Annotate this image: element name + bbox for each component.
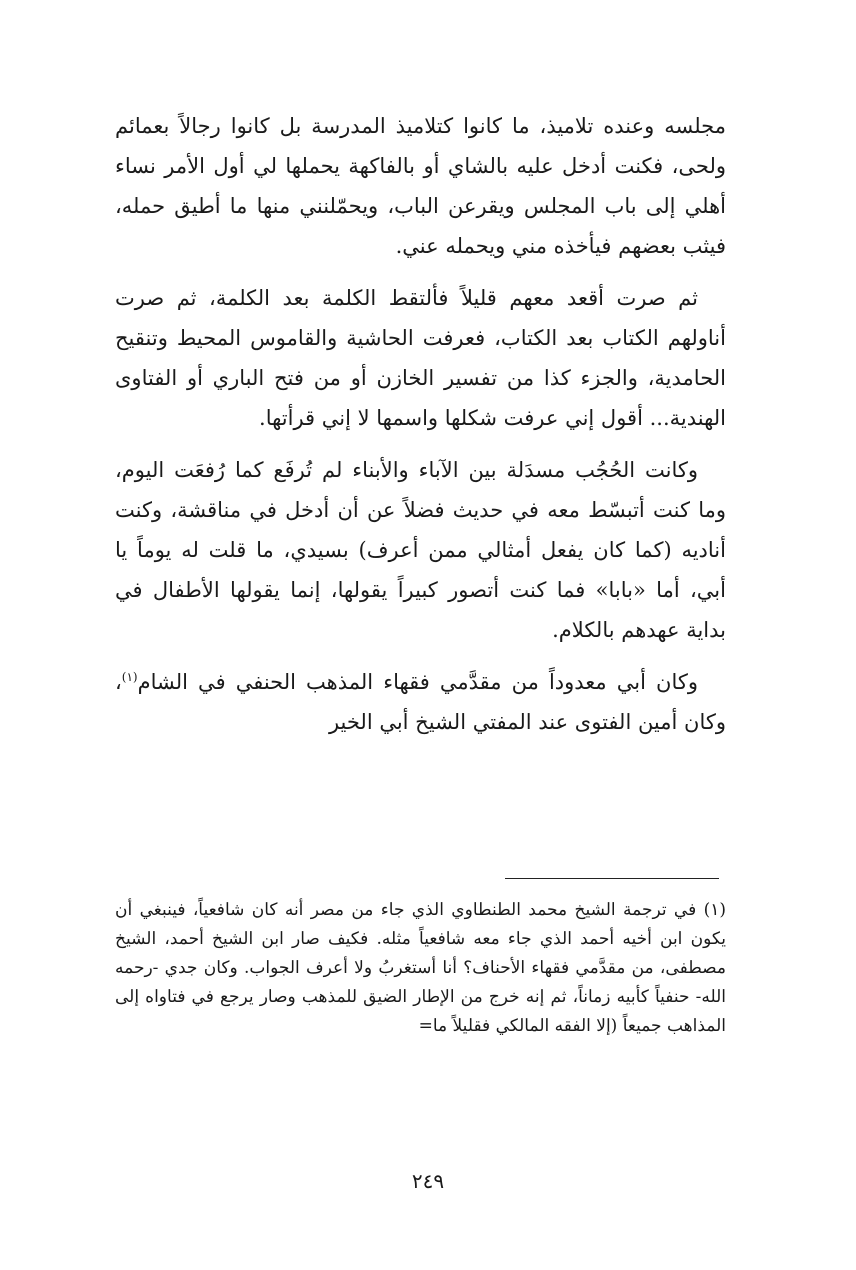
footnote-reference[interactable]: (١) — [121, 670, 138, 684]
paragraph-4-text-before: وكان أبي معدوداً من مقدَّمي فقهاء المذهب الحنفي في الشام — [137, 670, 698, 694]
paragraph-3: وكانت الحُجُب مسدَلة بين الآباء والأبناء لم تُرفَع كما رُفعَت اليوم، وما كنت أتبسّط معه في حديث فضلاً عن أن أدخل في مناقشة، وكنت أناديه (كما كان يفعل أمثالي ممن أعرف) بسيدي، ما قلت له يوماً يا أبي، أما «بابا» فما كنت أتصور كبيراً يقولها، إنما يقولها الأطفال في بداية عهدهم بالكلام. — [115, 458, 726, 642]
paragraph-4 — [115, 662, 726, 742]
main-text — [115, 106, 726, 742]
footnote-1: (١) في ترجمة الشيخ محمد الطنطاوي الذي جاء من مصر أنه كان شافعياً، فينبغي أن يكون ابن أخيه أحمد الذي جاء معه شافعياً مثله. فكيف صار ابن الشيخ أحمد، الشيخ مصطفى، من مقدَّمي فقهاء الأحناف؟ أنا أستغربُ ولا أعرف الجواب. وكان جدي -رحمه الله- حنفياً كأبيه زماناً، ثم إنه خرج من الإطار الضيق للمذهب وصار يرجع في فتاواه إلى المذاهب جميعاً (إلا الفقه المالكي فقليلاً ما= — [115, 900, 726, 1036]
page-number: ٢٤٩ — [411, 1169, 445, 1193]
footnote-separator — [505, 878, 719, 879]
footnotes-section — [115, 896, 726, 1041]
paragraph-1: مجلسه وعنده تلاميذ، ما كانوا كتلاميذ المدرسة بل كانوا رجالاً بعمائم ولحى، فكنت أدخل عليه بالشاي أو بالفاكهة يحملها لي أول الأمر نساء أهلي إلى باب المجلس ويقرعن الباب، ويحمّلنني منها ما أطيق حمله، فيثب بعضهم فيأخذه مني ويحمله عني. — [115, 114, 726, 258]
paragraph-2: ثم صرت أقعد معهم قليلاً فألتقط الكلمة بعد الكلمة، ثم صرت أناولهم الكتاب بعد الكتاب، فعرفت الحاشية والقاموس المحيط وتنقيح الحامدية، والجزء كذا من تفسير الخازن أو من فتح الباري أو الفتاوى الهندية... أقول إني عرفت شكلها واسمها لا إني قرأتها. — [115, 286, 726, 430]
paragraph-4-text-after: ، وكان أمين الفتوى عند المفتي الشيخ أبي الخير — [115, 670, 726, 734]
